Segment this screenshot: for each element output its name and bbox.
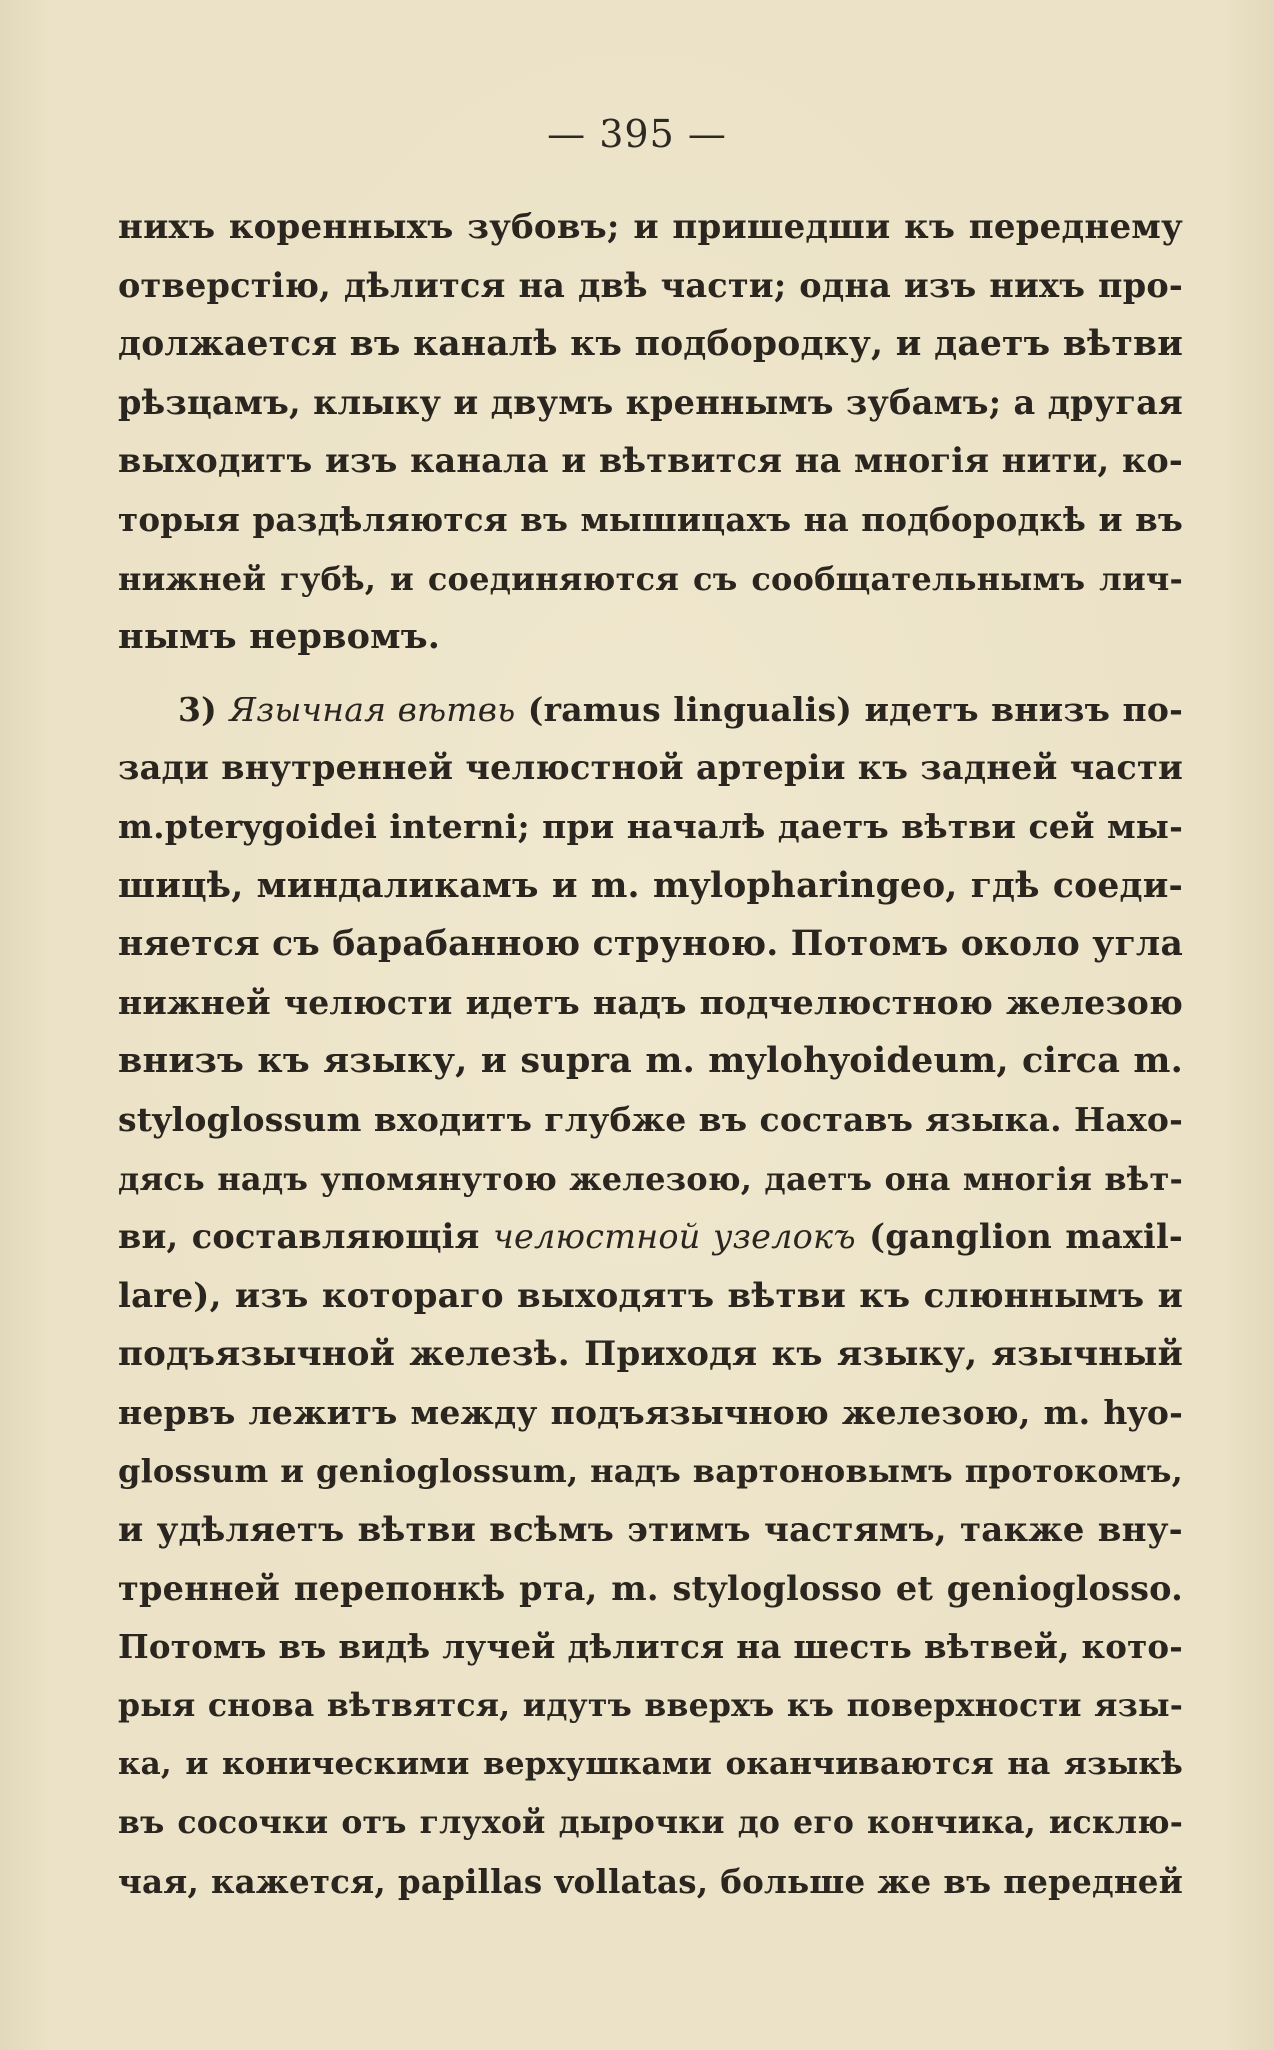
page-number: — 395 —: [547, 112, 727, 156]
text-line: Потомъ въ видѣ лучей дѣлится на шесть вѣтвей, кото-: [118, 1627, 1183, 1667]
text-line: нихъ коренныхъ зубовъ; и пришедши къ переднему: [118, 207, 1183, 247]
text-line: styloglossum входитъ глубже въ составъ языка. Нахо-: [118, 1099, 1183, 1139]
line-rest: (ramus lingualis) идетъ внизъ по-: [527, 689, 1183, 729]
italic-term: Язычная вѣтвь: [229, 689, 516, 729]
text-line: въ сосочки отъ глухой дырочки до его кончика, исклю-: [118, 1804, 1183, 1842]
text-line-mixed: [118, 1208, 1183, 1267]
text-line: m.pterygoidei interni; при началѣ даетъ вѣтви сей мы-: [118, 806, 1183, 846]
italic-term: челюстной узелокъ: [492, 1217, 856, 1257]
paragraph-1: [118, 198, 1183, 667]
text-line: нервъ лежитъ между подъязычною железою, m. hyo-: [118, 1392, 1183, 1432]
text-line: должается въ каналѣ къ подбородку, и даетъ вѣтви: [118, 324, 1183, 365]
text-line: няется съ барабанною струною. Потомъ около угла: [118, 924, 1183, 965]
text-line: внизъ къ языку, и supra m. mylohyoideum, circa m.: [118, 1040, 1183, 1082]
text-line: чая, кажется, papillas vollatas, больше же въ передней: [118, 1861, 1183, 1901]
text-line: нымъ нервомъ.: [118, 616, 441, 658]
text-line: lare), изъ котораго выходятъ вѣтви къ слюннымъ и: [118, 1275, 1183, 1316]
text-line: ка, и коническими верхушками оканчиваются на языкѣ: [118, 1746, 1183, 1783]
text-line: glossum и genioglossum, надъ вартоновымъ протокомъ,: [118, 1452, 1183, 1491]
text-line: выходитъ изъ канала и вѣтвится на многія нити, ко-: [118, 441, 1183, 481]
text-line: зади внутренней челюстной артеріи къ задней части: [118, 748, 1183, 788]
text-line: тренней перепонкѣ рта, m. styloglosso et genioglosso.: [118, 1568, 1183, 1608]
text-line: нижней челюсти идетъ надъ подчелюстною железою: [118, 982, 1183, 1022]
text-line: рѣзцамъ, клыку и двумъ креннымъ зубамъ; а другая: [118, 382, 1183, 422]
text-line: нижней губѣ, и соединяются съ сообщательнымъ лич-: [118, 559, 1183, 598]
line-after: (ganglion maxil-: [869, 1217, 1183, 1257]
paragraph-2: [118, 681, 1183, 1911]
section-number: 3): [178, 689, 217, 729]
text-line: дясь надъ упомянутою железою, даетъ она многія вѣт-: [118, 1159, 1183, 1198]
text-line: торыя раздѣляются въ мышицахъ на подбородкѣ и въ: [118, 499, 1183, 539]
text-line: подъязычной железѣ. Приходя къ языку, язычный: [118, 1334, 1183, 1375]
text-line: отверстію, дѣлится на двѣ части; одна изъ нихъ про-: [118, 265, 1183, 305]
text-line-first: [118, 681, 1183, 740]
text-line: рыя снова вѣтвятся, идутъ вверхъ къ поверхности язы-: [118, 1686, 1183, 1724]
text-line: шицѣ, миндаликамъ и m. mylopharingeo, гдѣ соеди-: [118, 865, 1183, 906]
text-line: и удѣляетъ вѣтви всѣмъ этимъ частямъ, также вну-: [118, 1510, 1183, 1551]
body-text: [118, 198, 1183, 1911]
line-before: ви, составляющія: [118, 1217, 480, 1257]
